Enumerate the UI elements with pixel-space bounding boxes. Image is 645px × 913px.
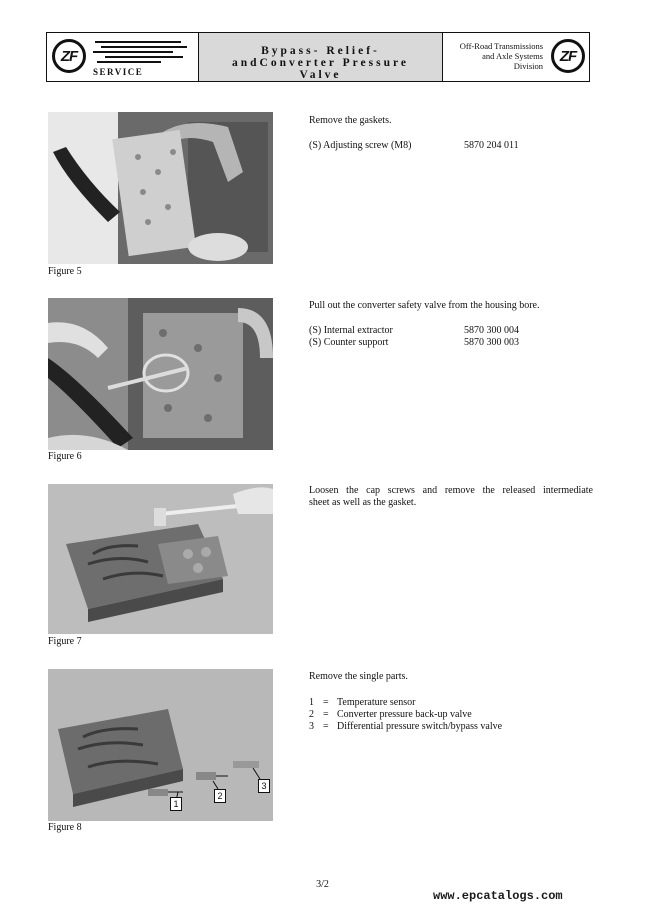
instruction-text: sheet as well as the gasket. <box>309 497 417 508</box>
instruction-text: Remove the gaskets. <box>309 115 392 126</box>
page-number: 3/2 <box>316 879 329 890</box>
disassembled-parts-photo <box>48 669 273 821</box>
instruction-text: Remove the single parts. <box>309 671 408 682</box>
list-item: 2 = Converter pressure back-up valve <box>309 709 472 720</box>
step-8-text <box>309 671 502 733</box>
figure-caption: Figure 7 <box>48 636 82 647</box>
figure-caption: Figure 5 <box>48 266 82 277</box>
figure-7-photo <box>48 484 273 634</box>
figure-caption: Figure 8 <box>48 822 82 833</box>
extractor-photo <box>48 298 273 450</box>
step-6-text <box>309 300 540 349</box>
valve-plate-wrench-photo <box>48 484 273 634</box>
division-block <box>443 33 589 81</box>
tool-row: (S) Adjusting screw (M8) 5870 204 011 <box>309 140 519 151</box>
callout-3: 3 <box>258 779 270 793</box>
watermark-url: www.epcatalogs.com <box>433 889 563 903</box>
parts-list <box>309 697 502 733</box>
instruction-text: Loosen the cap screws and remove the released intermediate <box>309 485 593 496</box>
zf-logo-icon: ZF <box>52 39 86 73</box>
tool-row: (S) Counter support 5870 300 003 <box>309 337 519 348</box>
division-text: Off-Road Transmissions and Axle Systems Division <box>459 41 543 71</box>
speed-lines-icon <box>91 39 191 65</box>
zf-service-logo <box>47 33 199 81</box>
zf-logo-icon: ZF <box>551 39 585 73</box>
gearbox-gasket-photo <box>48 112 273 264</box>
figure-6-photo <box>48 298 273 450</box>
service-label: SERVICE <box>93 67 144 77</box>
page-header <box>46 32 590 82</box>
instruction-text: Pull out the converter safety valve from the housing bore. <box>309 300 540 311</box>
list-item: 3 = Differential pressure switch/bypass valve <box>309 721 503 732</box>
step-5-text <box>309 115 519 152</box>
figure-5-photo <box>48 112 273 264</box>
step-7-text <box>309 485 593 509</box>
callout-1: 1 <box>170 797 182 811</box>
tool-row: (S) Internal extractor 5870 300 004 <box>309 325 519 336</box>
callout-2: 2 <box>214 789 226 803</box>
figure-caption: Figure 6 <box>48 451 82 462</box>
document-title: Bypass- Relief- andConverter Pressure Valve <box>199 33 443 81</box>
figure-8-photo <box>48 669 273 821</box>
list-item: 1 = Temperature sensor <box>309 697 416 708</box>
